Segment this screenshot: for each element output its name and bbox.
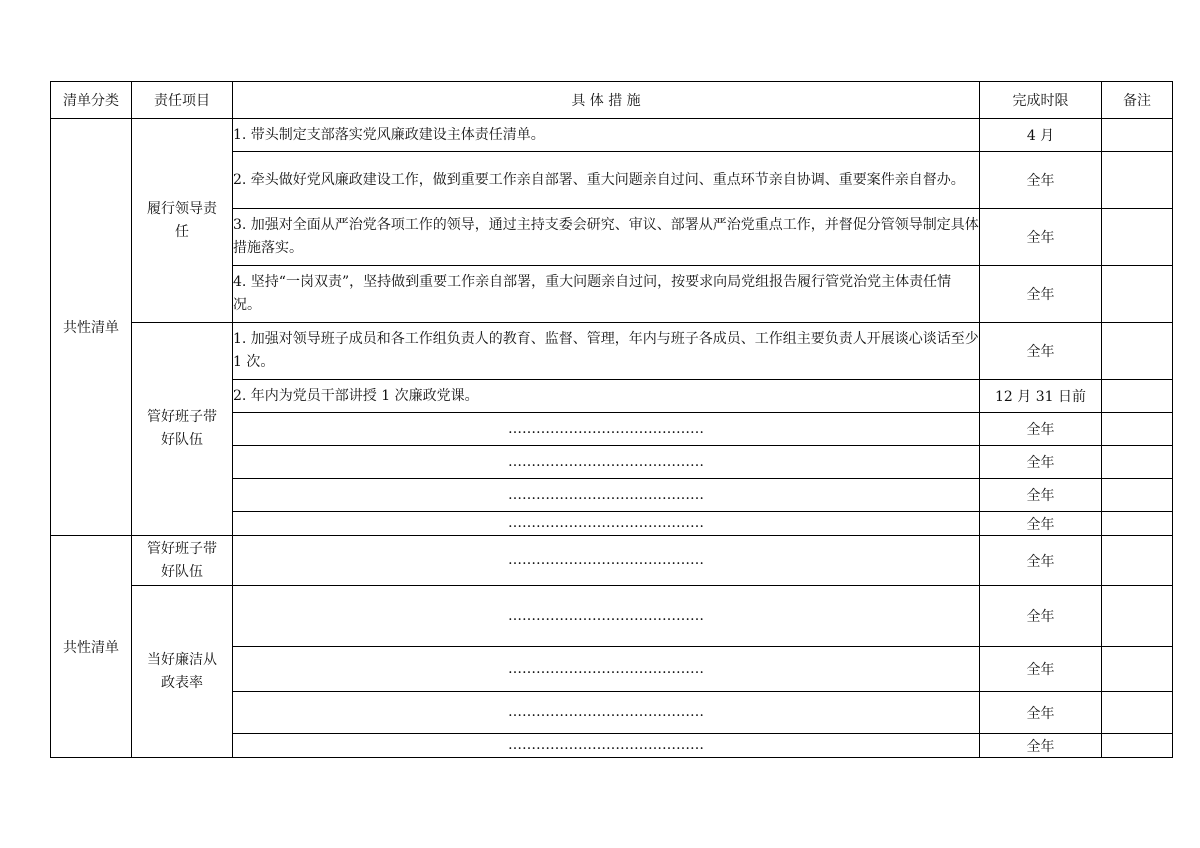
deadline-cell: 全年 bbox=[980, 512, 1102, 536]
deadline-cell: 4 月 bbox=[980, 119, 1102, 152]
measure-cell: …………………………………… bbox=[233, 647, 980, 692]
remark-cell bbox=[1102, 119, 1173, 152]
header-deadline: 完成时限 bbox=[980, 82, 1102, 119]
measure-cell: …………………………………… bbox=[233, 692, 980, 734]
remark-cell bbox=[1102, 152, 1173, 209]
header-row bbox=[51, 82, 1173, 119]
header-remark: 备注 bbox=[1102, 82, 1173, 119]
item-cell bbox=[132, 119, 233, 323]
category-cell: 共性清单 bbox=[51, 119, 132, 536]
deadline-cell: 全年 bbox=[980, 536, 1102, 586]
deadline-cell: 全年 bbox=[980, 152, 1102, 209]
deadline-cell: 全年 bbox=[980, 479, 1102, 512]
remark-cell bbox=[1102, 536, 1173, 586]
remark-cell bbox=[1102, 692, 1173, 734]
remark-cell bbox=[1102, 266, 1173, 323]
measure-cell: …………………………………… bbox=[233, 734, 980, 758]
deadline-cell: 全年 bbox=[980, 266, 1102, 323]
responsibility-table bbox=[50, 81, 1173, 758]
measure-cell: …………………………………… bbox=[233, 586, 980, 647]
header-measure: 具 体 措 施 bbox=[233, 82, 980, 119]
deadline-cell: 全年 bbox=[980, 734, 1102, 758]
item-label: 管好班子带好队伍 bbox=[147, 540, 217, 580]
deadline-cell: 12 月 31 日前 bbox=[980, 380, 1102, 413]
table-row bbox=[51, 323, 1173, 380]
remark-cell bbox=[1102, 323, 1173, 380]
header-item: 责任项目 bbox=[132, 82, 233, 119]
deadline-cell: 全年 bbox=[980, 446, 1102, 479]
measure-cell: 3. 加强对全面从严治党各项工作的领导，通过主持支委会研究、审议、部署从严治党重点工作，并督促分管领导制定具体措施落实。 bbox=[233, 209, 980, 266]
remark-cell bbox=[1102, 380, 1173, 413]
table-row bbox=[51, 119, 1173, 152]
item-label: 当好廉洁从政表率 bbox=[147, 651, 217, 691]
remark-cell bbox=[1102, 586, 1173, 647]
category-cell: 共性清单 bbox=[51, 536, 132, 758]
item-cell bbox=[132, 536, 233, 586]
deadline-cell: 全年 bbox=[980, 413, 1102, 446]
item-cell bbox=[132, 323, 233, 536]
measure-cell: 4. 坚持“一岗双责”，坚持做到重要工作亲自部署，重大问题亲自过问，按要求向局党组报告履行管党治党主体责任情况。 bbox=[233, 266, 980, 323]
remark-cell bbox=[1102, 413, 1173, 446]
deadline-cell: 全年 bbox=[980, 323, 1102, 380]
measure-cell: …………………………………… bbox=[233, 479, 980, 512]
remark-cell bbox=[1102, 734, 1173, 758]
remark-cell bbox=[1102, 479, 1173, 512]
header-category: 清单分类 bbox=[51, 82, 132, 119]
measure-cell: 1. 带头制定支部落实党风廉政建设主体责任清单。 bbox=[233, 119, 980, 152]
item-cell bbox=[132, 586, 233, 758]
table-row bbox=[51, 536, 1173, 586]
deadline-cell: 全年 bbox=[980, 586, 1102, 647]
table-row bbox=[51, 586, 1173, 647]
measure-cell: …………………………………… bbox=[233, 446, 980, 479]
remark-cell bbox=[1102, 647, 1173, 692]
measure-cell: 1. 加强对领导班子成员和各工作组负责人的教育、监督、管理，年内与班子各成员、工作组主要负责人开展谈心谈话至少 1 次。 bbox=[233, 323, 980, 380]
measure-cell: …………………………………… bbox=[233, 536, 980, 586]
measure-cell: 2. 年内为党员干部讲授 1 次廉政党课。 bbox=[233, 380, 980, 413]
item-label: 管好班子带好队伍 bbox=[147, 409, 217, 448]
measure-cell: …………………………………… bbox=[233, 512, 980, 536]
deadline-cell: 全年 bbox=[980, 692, 1102, 734]
remark-cell bbox=[1102, 512, 1173, 536]
measure-cell: …………………………………… bbox=[233, 413, 980, 446]
item-label: 履行领导责任 bbox=[147, 200, 217, 240]
remark-cell bbox=[1102, 446, 1173, 479]
measure-cell: 2. 牵头做好党风廉政建设工作，做到重要工作亲自部署、重大问题亲自过问、重点环节亲自协调、重要案件亲自督办。 bbox=[233, 152, 980, 209]
deadline-cell: 全年 bbox=[980, 209, 1102, 266]
remark-cell bbox=[1102, 209, 1173, 266]
deadline-cell: 全年 bbox=[980, 647, 1102, 692]
